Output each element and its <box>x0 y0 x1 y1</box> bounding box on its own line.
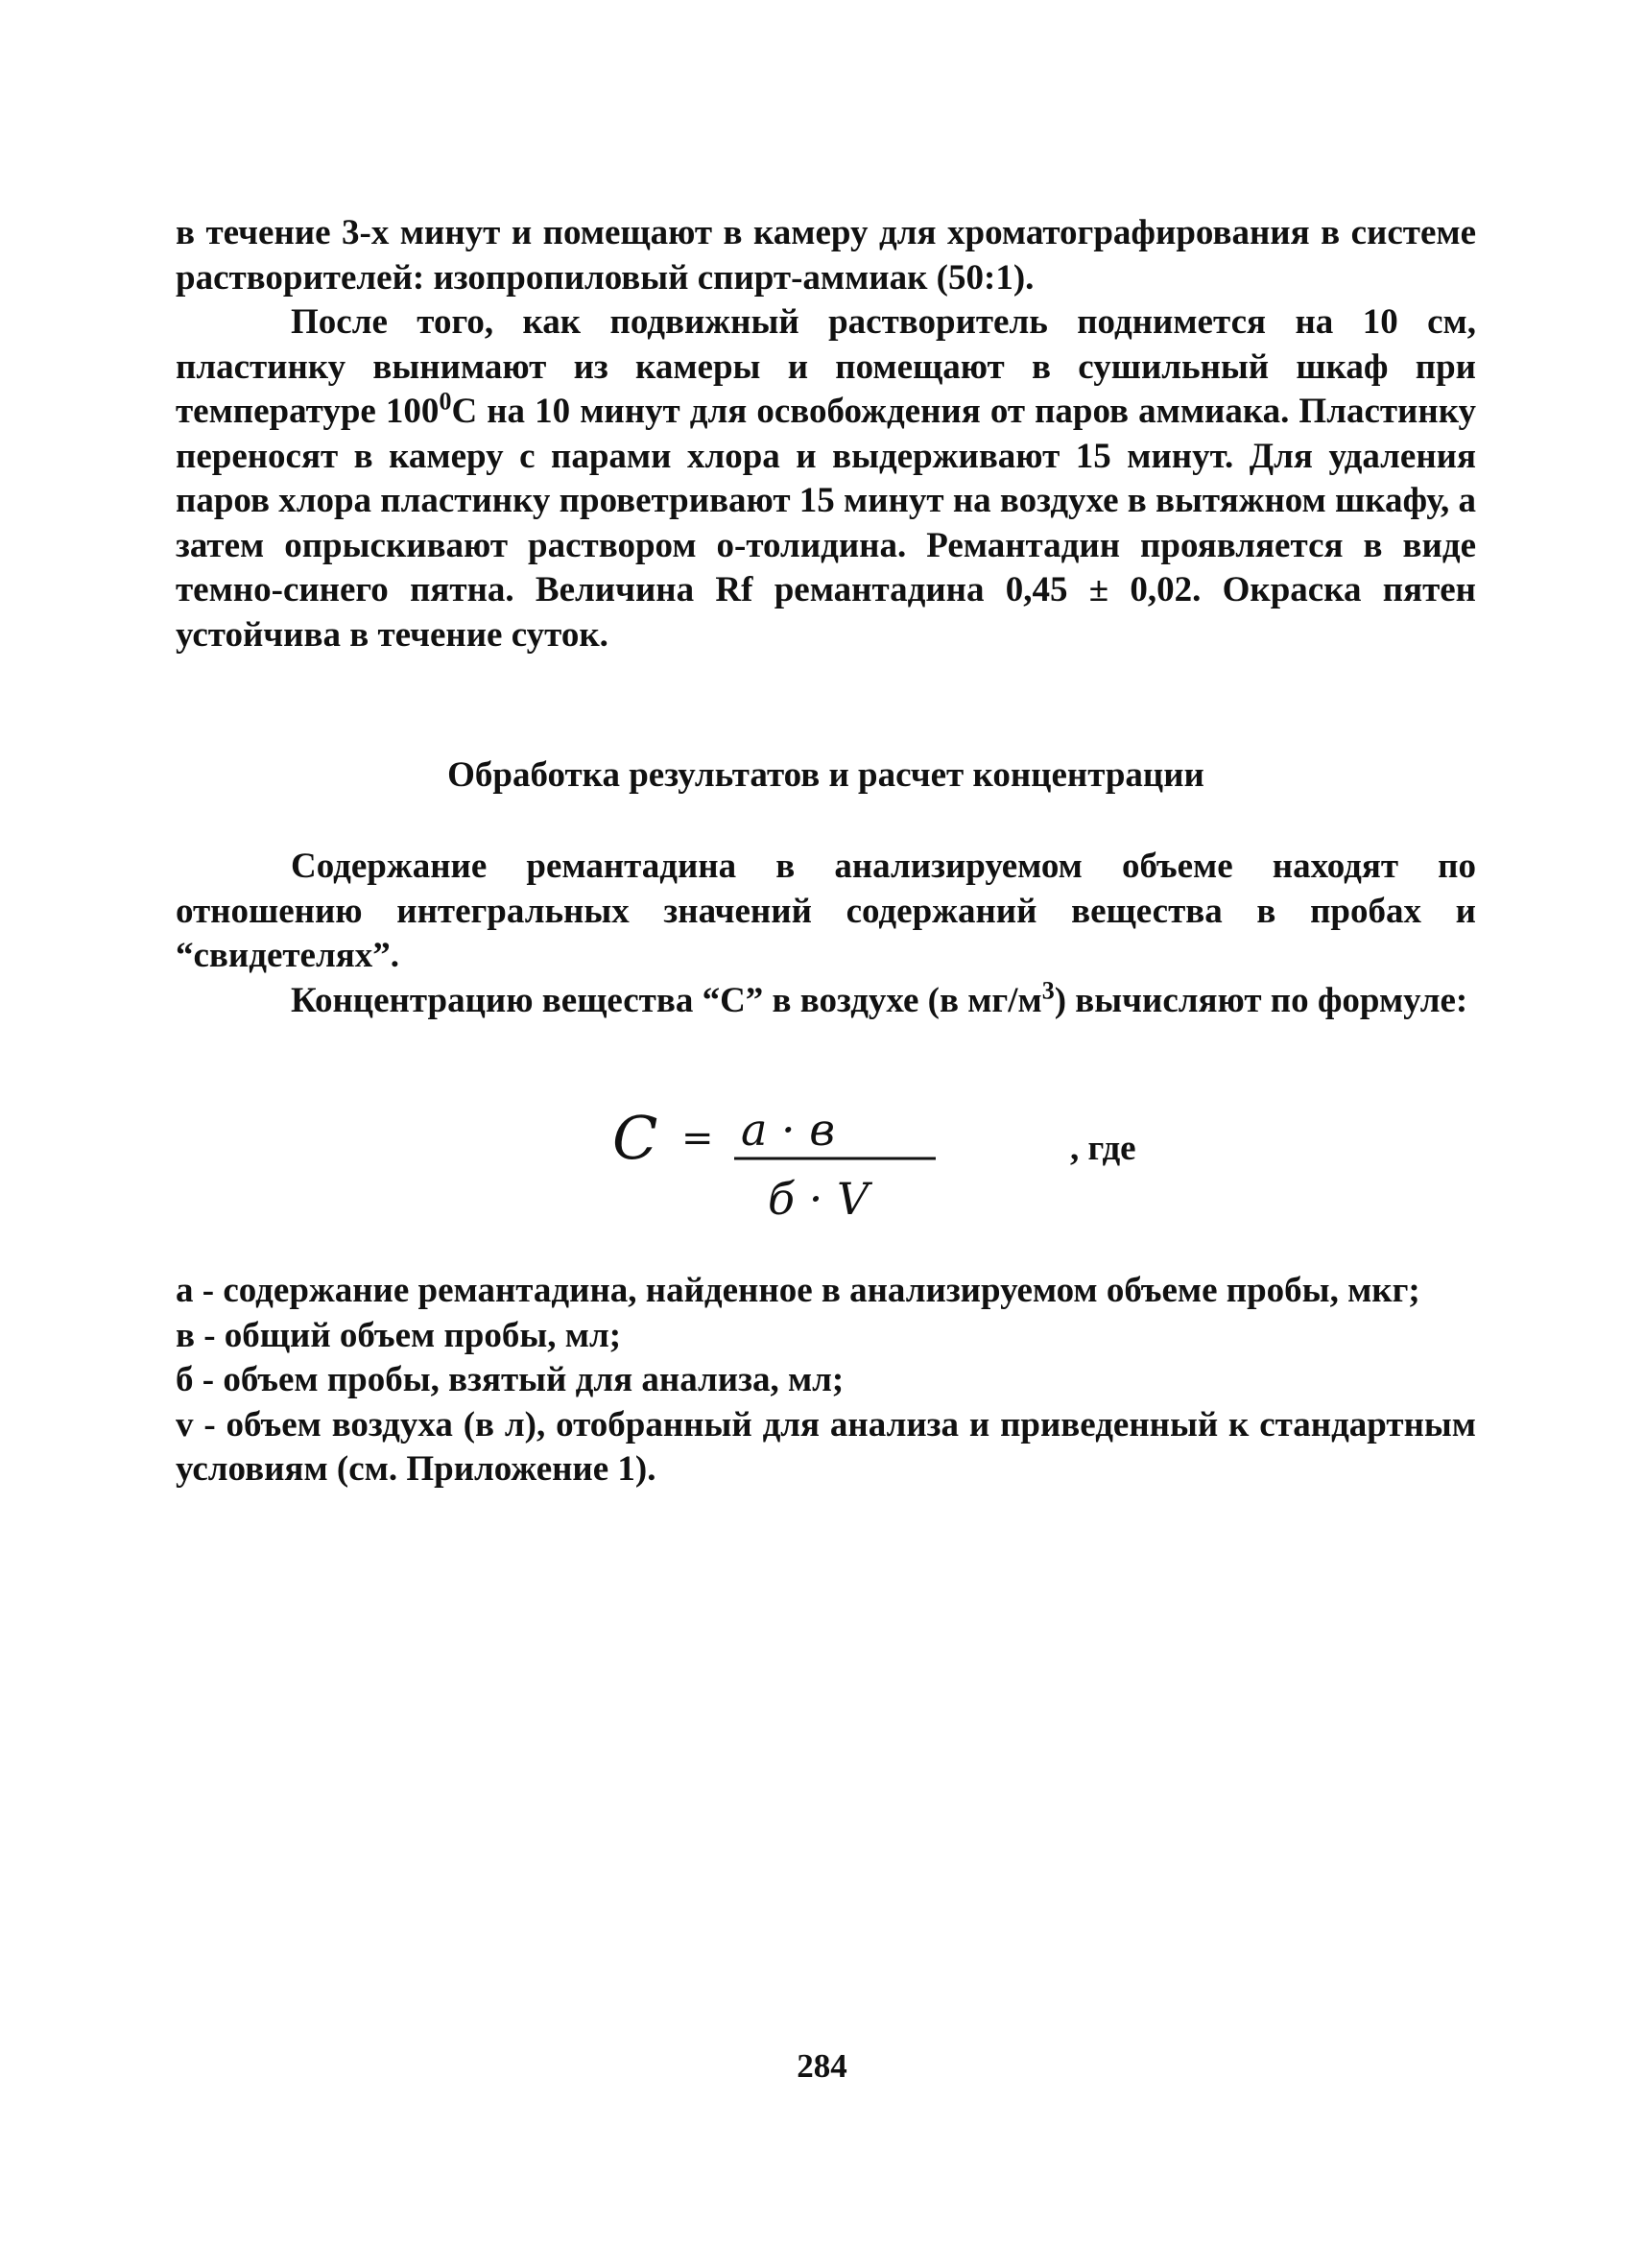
section-heading: Обработка результатов и расчет концентрации <box>447 755 1204 795</box>
paragraph-procedure <box>176 300 1476 657</box>
paragraph-concentration-part1: Концентрацию вещества “С” в воздухе (в мг/м <box>291 980 1042 1020</box>
definition-v-air: v - объем воздуха (в л), отобранный для анализа и приведенный к стандартным условиям (см. Приложение 1). <box>176 1404 1476 1489</box>
paragraph-procedure-part1: После того, как подвижный растворитель поднимется на 10 см, пластинку вынимают из камеры и помещают в сушильный шкаф при температуре 100 <box>176 302 1476 431</box>
paragraph-content-determination: Содержание ремантадина в анализируемом объеме находят по отношению интегральных значений содержаний вещества в пробах и “свидетелях”. <box>176 847 1476 975</box>
formula-equals: = <box>681 1116 714 1160</box>
definition-b: б - объем пробы, взятый для анализа, мл; <box>176 1360 845 1399</box>
paragraph-chromatography-system: в течение 3-х минут и помещают в камеру для хроматографирования в системе растворителей: изопропиловый спирт-аммиак (50:1). <box>176 213 1476 298</box>
variable-definitions <box>176 1269 1476 1492</box>
formula-numerator: a · в <box>741 1104 836 1156</box>
paragraph-concentration-part2: ) вычисляют по формуле: <box>1054 980 1468 1020</box>
formula-where-label: , где <box>1070 1129 1136 1168</box>
page-number: 284 <box>797 2047 847 2085</box>
body-text-results <box>176 845 1476 1023</box>
formula-denominator: б · V <box>768 1173 870 1225</box>
body-text-top <box>176 211 1476 657</box>
definition-v-total: в - общий объем пробы, мл; <box>176 1315 622 1355</box>
formula-lhs: C <box>612 1103 658 1173</box>
formula <box>0 1099 1644 1243</box>
paragraph-concentration-intro <box>176 976 1476 1024</box>
degree-superscript: 0 <box>439 387 452 416</box>
handwritten-formula <box>605 1099 950 1243</box>
paragraph-procedure-part2: С на 10 минут для освобождения от паров аммиака. Пластинку переносят в камеру с парами хлора и выдерживают 15 минут. Для удаления паров хлора пластинку проветривают 15 минут на воздухе в вытяжном шкафу, а затем опрыскивают раствором о-толидина. Ремантадин проявляется в виде темно-синего пятна. Величина Rf ремантадина 0,45 ± 0,02. Окраска пятен устойчива в течение суток. <box>176 392 1476 655</box>
definition-a: а - содержание ремантадина, найденное в анализируемом объеме пробы, мкг; <box>176 1271 1420 1310</box>
cubic-superscript: 3 <box>1041 976 1055 1005</box>
